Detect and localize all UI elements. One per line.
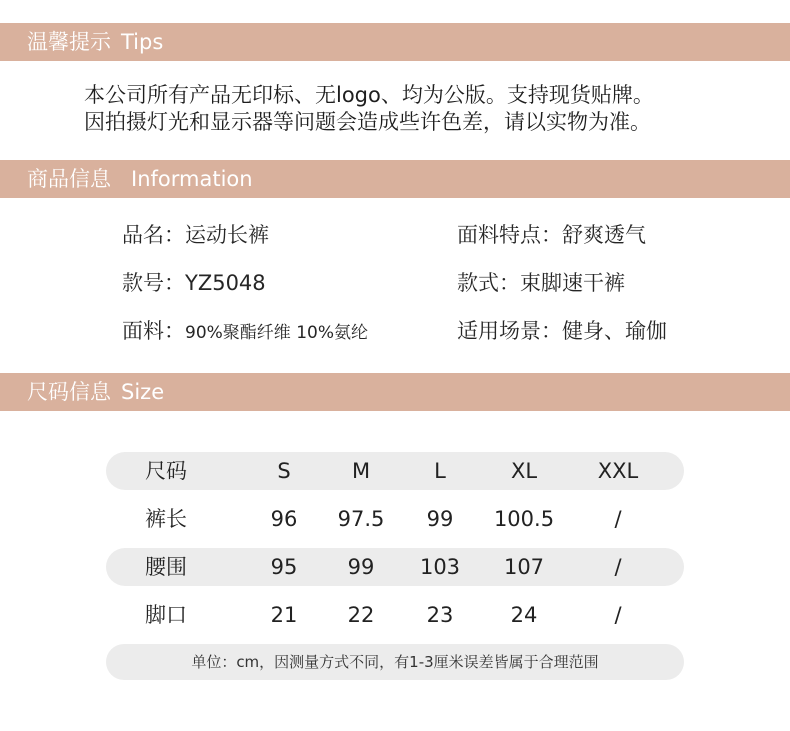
info-model [122,269,266,297]
size-note: 单位：cm，因测量方式不同，有1-3厘米误差皆属于合理范围 [106,644,684,680]
table-cell: / [614,603,622,627]
info-model-label: 款号： [122,271,185,295]
header-cell: L [434,459,446,483]
table-cell: 96 [270,507,298,531]
size-header-cn: 尺码信息 [27,380,111,404]
info-feature [457,221,646,249]
info-style-label: 款式： [457,271,520,295]
info-header-en: Information [131,167,253,191]
tips-line-2: 因拍摄灯光和显示器等问题会造成些许色差，请以实物为准。 [84,110,651,134]
info-scene-label: 适用场景： [457,319,562,343]
size-table-header-row [106,452,684,490]
tips-text [84,82,654,136]
size-header-en: Size [121,380,165,404]
table-cell: 107 [503,555,545,579]
header-cell: 尺码 [145,459,187,483]
header-cell: XL [510,459,538,483]
table-row [106,596,684,634]
size-table [106,452,684,644]
info-fabric-value: 90%聚酯纤维 10%氨纶 [185,323,368,343]
table-row [106,500,684,538]
info-header-cn: 商品信息 [27,167,111,191]
table-cell: 103 [419,555,461,579]
info-name-value: 运动长裤 [185,223,269,247]
info-style [457,269,625,297]
table-cell: / [614,507,622,531]
table-cell: 23 [426,603,454,627]
info-model-value: YZ5048 [185,271,266,295]
table-cell: 99 [426,507,454,531]
table-cell: 裤长 [145,507,187,531]
table-cell: 脚口 [145,603,187,627]
table-cell: 99 [347,555,375,579]
table-cell: 97.5 [337,507,385,531]
info-name-label: 品名： [122,223,185,247]
info-name [122,221,269,249]
table-cell: 21 [270,603,298,627]
table-cell: 100.5 [493,507,555,531]
info-fabric-label: 面料： [122,319,185,343]
info-feature-label: 面料特点： [457,223,562,247]
info-scene [457,317,667,345]
size-header [0,373,790,411]
table-cell: 腰围 [145,555,187,579]
tips-header-en: Tips [121,30,164,54]
info-fabric [122,317,368,347]
table-cell: 24 [510,603,538,627]
table-cell: / [614,555,622,579]
info-feature-value: 舒爽透气 [562,223,646,247]
header-cell: S [277,459,291,483]
tips-header-cn: 温馨提示 [27,30,111,54]
tips-header [0,23,790,61]
info-scene-value: 健身、瑜伽 [562,319,667,343]
tips-line-1: 本公司所有产品无印标、无logo、均为公版。支持现货贴牌。 [84,83,654,107]
table-row [106,548,684,586]
header-cell: M [351,459,371,483]
info-header [0,160,790,198]
table-cell: 22 [347,603,375,627]
info-style-value: 束脚速干裤 [520,271,625,295]
header-cell: XXL [597,459,639,483]
table-cell: 95 [270,555,298,579]
